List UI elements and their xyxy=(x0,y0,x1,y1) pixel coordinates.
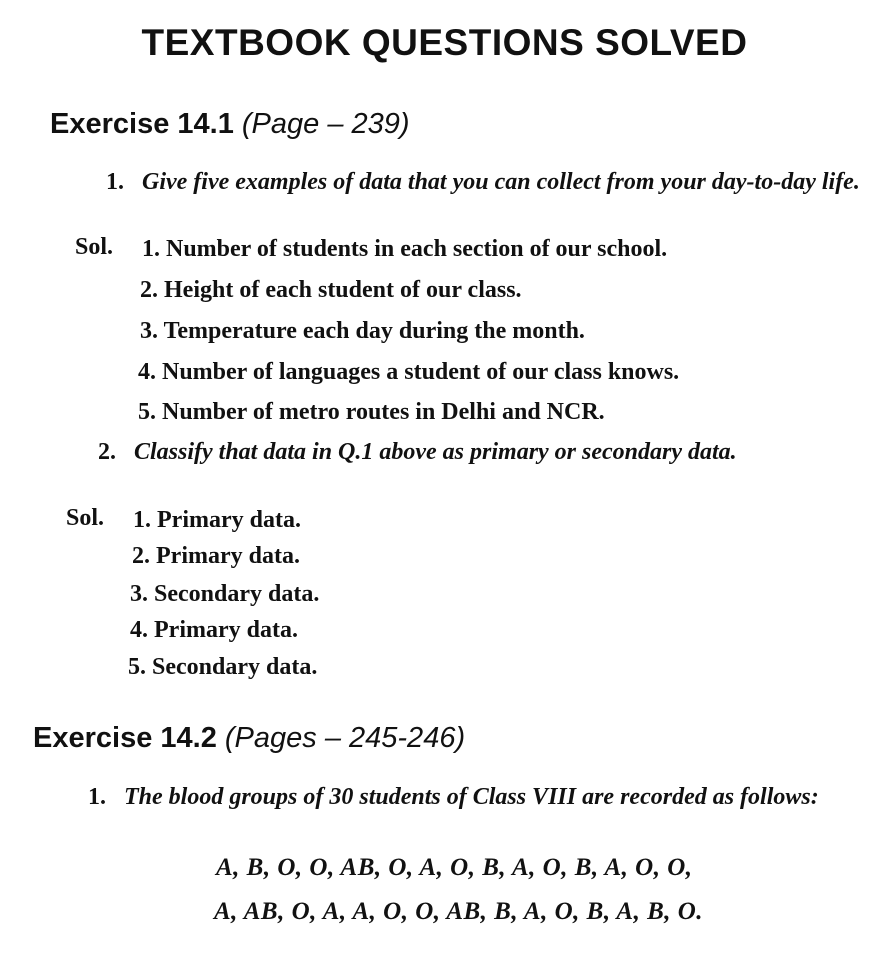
question-text: The blood groups of 30 students of Class VIII are recorded as follows: xyxy=(124,784,819,810)
question-number: 1. xyxy=(88,784,106,810)
question-text: Give five examples of data that you can collect from your day-to-day life. xyxy=(142,169,860,195)
blood-group-line: A, AB, O, A, A, O, O, AB, B, A, O, B, A, B, O. xyxy=(214,898,704,925)
question-number: 2. xyxy=(98,439,116,465)
question-number: 1. xyxy=(106,169,124,195)
answer-line: 4. Number of languages a student of our class knows. xyxy=(138,359,680,385)
answer-line: 1. Number of students in each section of our school. xyxy=(142,236,668,262)
answer-line: 1. Primary data. xyxy=(133,507,301,533)
answer-line: 5. Secondary data. xyxy=(128,654,318,680)
solution-label: Sol. xyxy=(75,234,114,260)
answer-line: 5. Number of metro routes in Delhi and NCR. xyxy=(138,399,605,425)
blood-group-line: A, B, O, O, AB, O, A, O, B, A, O, B, A, O, O, xyxy=(216,854,693,881)
question-1 xyxy=(106,168,866,196)
exercise-number: Exercise 14.1 xyxy=(50,108,234,140)
answer-line: 2. Primary data. xyxy=(132,543,300,569)
exercise-number: Exercise 14.2 xyxy=(33,722,217,754)
exercise-heading-14-1 xyxy=(50,108,410,141)
question-2 xyxy=(98,438,868,466)
exercise-heading-14-2 xyxy=(33,722,465,755)
solution-label: Sol. xyxy=(66,505,105,531)
answer-line: 2. Height of each student of our class. xyxy=(140,277,522,303)
exercise-pages: (Pages – 245-246) xyxy=(224,722,466,754)
page-title: TEXTBOOK QUESTIONS SOLVED xyxy=(141,22,748,63)
exercise-pages: (Page – 239) xyxy=(241,108,410,140)
answer-line: 4. Primary data. xyxy=(130,617,298,643)
answer-line: 3. Temperature each day during the month. xyxy=(140,318,585,344)
answer-line: 3. Secondary data. xyxy=(130,581,320,607)
question-1-ex2 xyxy=(88,783,858,811)
question-text: Classify that data in Q.1 above as primary or secondary data. xyxy=(134,439,737,465)
